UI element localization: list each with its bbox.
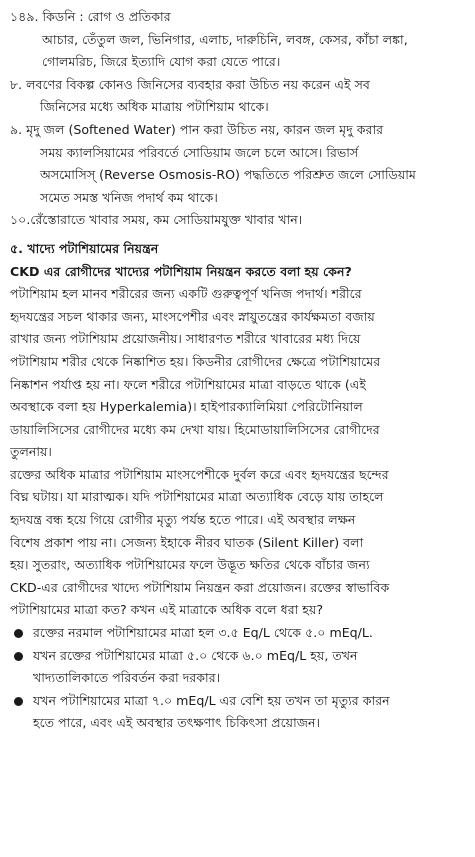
section-5-question: CKD এর রোগীদের খাদ্যের পটাশিয়াম নিয়ন্ত্রন করতে বলা হয় কেন? (10, 263, 352, 279)
paragraph-1-line: তুলনায়। (10, 444, 52, 460)
paragraph-2-line: বিশেষ প্রকাশ পায় না। সেজন্য ইহাকে নীরব ঘাতক (Silent Killer) বলা (10, 534, 364, 550)
paragraph-2-line: পটাশিয়ামের মাত্রা কত? কখন এই মাত্রাকে অধিক বলে ধরা হয়? (10, 602, 324, 618)
point-10-line: ১০.রেঁস্তোরাতে খাবার সময়, কম সোডিয়ামযুক্ত খাবার খান। (10, 212, 303, 228)
paragraph-1-line: রাখার জন্য পটাশিয়াম প্রয়োজনীয়। সাধারণত শরীরে খাবারের মধ্য দিয়ে (10, 331, 361, 347)
paragraph-1-line: পটাশিয়াম হল মানব শরীরের জন্য একটি গুরুত্বপূর্ণ খনিজ পদার্থ। শরীরে (10, 286, 362, 302)
point-9-line: ৯. মৃদু জল (Softened Water) পান করা উচিত নয়, কারন জল মৃদু করার (10, 121, 384, 137)
bullet-item (10, 645, 465, 668)
item-149-line: গোলমরিচ, জিরে ইত্যাদি যোগ করা যেতে পারে। (42, 54, 281, 70)
bullet-text: রক্তের নরমাল পটাশিয়ামের মাত্রা হল ৩.৫ Eq/L থেকে ৫.০ mEq/L. (33, 625, 373, 641)
paragraph-2-line: CKD-এর রোগীদের খাদ্যে পটাশিয়াম নিয়ন্ত্রন করা প্রয়োজন। রক্তের স্বাভাবিক (10, 579, 390, 595)
bullet-dot-icon (14, 629, 23, 638)
bullet-item (10, 622, 465, 645)
point-9-line: সমেত সমস্ত খনিজ পদার্থ কম থাকে। (40, 189, 218, 205)
bullet-dot-icon (14, 697, 23, 706)
paragraph-2-line: রক্তের অধিক মাত্রার পটাশিয়াম মাংসপেশীকে দুর্বল করে এবং হৃদযন্ত্রের ছন্দের (10, 466, 389, 482)
item-149-heading: ১৪৯. কিডনি : রোগ ও প্রতিকার (10, 9, 171, 24)
bullet-text: যখন রক্তের পটাশিয়ামের মাত্রা ৫.০ থেকে ৬.০ mEq/L হয়, তখন (33, 647, 358, 663)
point-8-line: ৮. লবণের বিকল্প কোনও জিনিসের ব্যবহার করা উচিত নয় করেন এই সব (10, 76, 370, 92)
item-149-line: আচার, তেঁতুল জল, ভিনিগার, এলাচ, দারুচিনি, লবঙ্গ, কেসর, কাঁচা লঙ্কা, (42, 31, 408, 47)
paragraph-2-line: হয়। সুতরাং, অত্যাধিক পটাশিয়ামের ফলে উদ্ভূত ক্ষতির থেকে বাঁচার জন্য (10, 557, 370, 573)
paragraph-2-line: হৃদযন্ত্র বন্ধ হয়ে গিয়ে রোগীর মৃত্যু পর্যন্ত হতে পারে। এই অবস্থার লক্ষন (10, 512, 356, 528)
point-9-line: সময় ক্যালসিয়ামের পরিবর্তে সোডিয়াম জলে চলে আসে। রিভার্স (40, 144, 359, 160)
paragraph-2-line: বিঘ্ন ঘটায়। যা মারাত্মক। যদি পটাশিয়ামের মাত্রা অত্যাধিক বেড়ে যায় তাহলে (10, 489, 384, 505)
paragraph-1-line: হৃদযন্ত্রের সচল থাকার জন্য, মাংসপেশীর এবং স্নায়ুতন্ত্রের কার্যক্ষমতা বজায় (10, 308, 375, 324)
bullet-continuation: খাদ্যতালিকাতে পরিবর্তন করা দরকার। (33, 670, 221, 686)
section-5-heading: ৫. খাদ্যে পটাশিয়ামের নিয়ন্ত্রন (10, 240, 159, 256)
paragraph-1-line: অবস্থাকে বলা হয় Hyperkalemia)। হাইপারক্যালিমিয়া পেরিটোনিয়াল (10, 399, 363, 415)
point-8-line: জিনিসের মধ্যে অধিক মাত্রায় পটাশিয়াম থাকে। (40, 99, 269, 115)
bullet-dot-icon (14, 652, 23, 661)
paragraph-1-line: নিষ্কাশন পর্যাপ্ত হয় না। ফলে শরীরে পটাশিয়ামের মাত্রা বাড়তে থাকে (এই (10, 376, 366, 392)
bullet-item (10, 690, 465, 713)
paragraph-1-line: পটাশিয়াম শরীর থেকে নিষ্কাশিত হয়। কিডনীর রোগীদের ক্ষেত্রে পটাশিয়ামের (10, 353, 381, 369)
bullet-text: যখন পটাশিয়ামের মাত্রা ৭.০ mEq/L এর বেশি হয় তখন তা মৃত্যুর কারন (33, 692, 390, 708)
paragraph-1-line: ডায়ালিসিসের রোগীদের মধ্যে কম দেখা যায়। হিমোডায়ালিসিসের রোগীদের (10, 421, 380, 437)
point-9-line: অসমোসিস্ (Reverse Osmosis-RO) পদ্ধতিতে পরিশ্রুত জলে সোডিয়াম (40, 167, 416, 183)
bullet-continuation: হতে পারে, এবং এই অবস্থার তৎক্ষণাৎ চিকিৎসা প্রয়োজন। (33, 715, 321, 731)
